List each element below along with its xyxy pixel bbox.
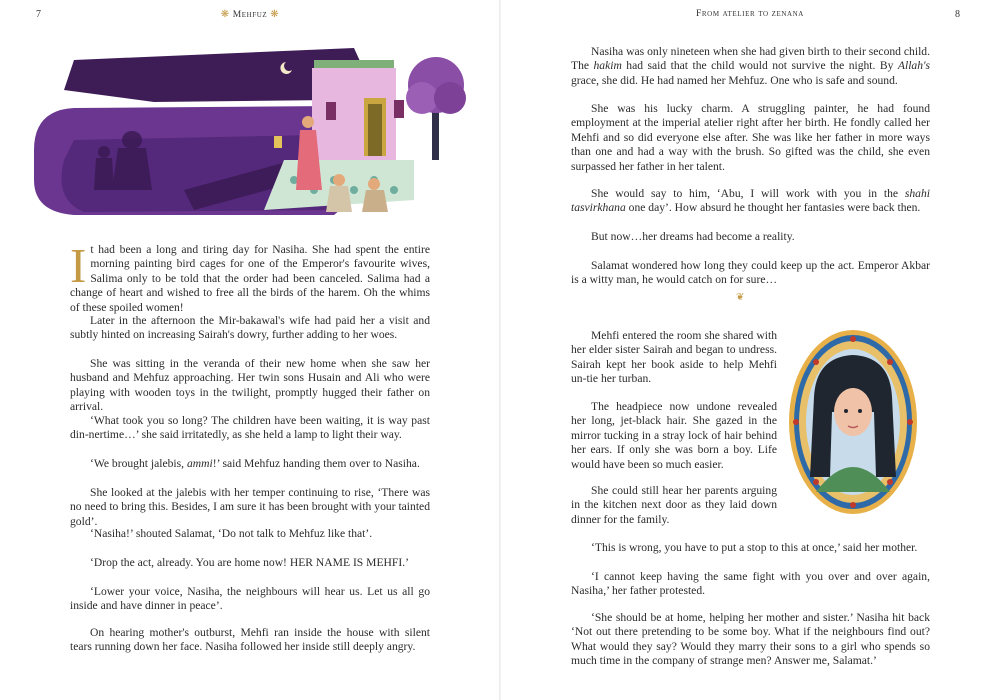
paragraph: She looked at the jalebis with her temper continuing to rise, ‘There was no need to bring this. Besides, I am sure it has been brought with your tainted gold’.	[70, 486, 430, 528]
running-head	[0, 9, 500, 20]
paragraph	[571, 45, 930, 88]
paragraph: She was his lucky charm. A struggling painter, he had found employment at the imperial atelier right after her birth. He fondly called her Mehfi and so did everyone else after. She was like her father in more ways than one and had a way with the brush. So gifted was the child, she even surpassed her father in her talent.	[571, 102, 930, 173]
paragraph: Later in the afternoon the Mir-bakawal's wife had paid her a visit and subtly hinted on increasing Sairah's dowry, further adding to her woes.	[70, 314, 430, 342]
paragraph	[70, 457, 430, 471]
paragraph-text: had said that the child would not survive the night. By	[621, 59, 898, 73]
paragraph-text: grace, she did. He had named her Mehfuz. One who is safe and sound.	[571, 73, 898, 87]
running-head-title: Mehfuz	[232, 10, 268, 20]
paragraph: ‘She should be at home, helping her mother and sister.’ Nasiha hit back ‘Not out there pretending to be some boy. What if the neighbours find out? What would they say? Would they marry their sons to a girl who spends so much time in the company of strange men? Answer me, Salamat.’	[571, 611, 930, 668]
paragraph-text: She would say to him, ‘Abu, I will work with you in the	[591, 187, 905, 200]
ornament-icon: ❋	[270, 9, 280, 20]
mehfi-mirror-portrait	[786, 327, 920, 517]
paragraph-text: ‘We brought jalebis,	[90, 457, 187, 470]
ornament-icon: ❋	[220, 9, 230, 20]
paragraph: ‘Lower your voice, Nasiha, the neighbours will hear us. Let us all go inside and have dinner in peace’.	[70, 585, 430, 613]
paragraph-text: !’ said Mehfuz handing them over to Nasiha.	[212, 457, 420, 470]
paragraph: ‘I cannot keep having the same fight with you over and over again, Nasiha,’ her father protested.	[571, 570, 930, 598]
paragraph-emphasis: ammi	[186, 457, 213, 470]
paragraph: She was sitting in the veranda of their new home when she saw her husband and Mehfuz approaching. Her twin sons Husain and Ali who were playing with wooden toys in the twilight, promptly hugged their father on arrival.	[70, 357, 430, 414]
paragraph: But now…her dreams had become a reality.	[591, 230, 795, 243]
paragraph-emphasis: Allah's	[897, 59, 930, 73]
paragraph: On hearing mother's outburst, Mehfi ran inside the house with silent tears running down her face. Nasiha followed her inside still deeply angry.	[70, 626, 430, 654]
paragraph: ‘This is wrong, you have to put a stop to this at once,’ said her mother.	[591, 541, 918, 554]
running-head: From atelier to zenana	[696, 9, 804, 19]
paragraph: ‘What took you so long? The children have been waiting, it is way past din-nertime…’ she said irritatedly, as she held a lamp to light their way.	[70, 414, 430, 442]
drop-cap: I	[70, 238, 87, 293]
paragraph-text: t had been a long and tiring day for Nasiha. She had spent the entire morning painting bird cages for one of the Emperor's favourite wives, Salima only to be told that the order had been canceled. Salima had a change of heart and wished to free all the birds of the harem. Oh the whims of these spoiled women!	[70, 243, 430, 314]
paragraph: ‘Drop the act, already. You are home now! HER NAME IS MEHFI.’	[90, 556, 409, 569]
section-separator-icon: ❦	[736, 292, 745, 303]
paragraph-text: Nasiha was only nineteen when she had given birth to their second child. The	[571, 45, 930, 73]
page-number: 8	[955, 9, 960, 20]
paragraph: ‘Nasiha!’ shouted Salamat, ‘Do not talk to Mehfuz like that’.	[90, 527, 373, 540]
paragraph-emphasis: hakim	[593, 59, 622, 73]
paragraph	[70, 238, 430, 315]
paragraph-emphasis: shahi tasvirkhana	[571, 187, 930, 215]
paragraph: Salamat wondered how long they could keep up the act. Emperor Akbar is a witty man, he would catch on for sure…	[571, 259, 930, 287]
page-number: 7	[36, 9, 41, 20]
paragraph: Mehfi entered the room she shared with her elder sister Sairah and began to undress. Sairah kept her book aside to help Mehfi un-tie her turban.	[571, 329, 777, 386]
paragraph: She could still hear her parents arguing in the kitchen next door as they laid down dinner for the family.	[571, 484, 777, 526]
night-scene-illustration	[34, 40, 474, 220]
paragraph	[571, 187, 930, 216]
paragraph-text: one day’. How absurd he thought her fantasies were back then.	[625, 201, 921, 215]
paragraph: The headpiece now undone revealed her long, jet-black hair. She gazed in the mirror tucking in a stray lock of hair behind her ears. If only she was born a boy. Life would have been so much easier.	[571, 400, 777, 471]
